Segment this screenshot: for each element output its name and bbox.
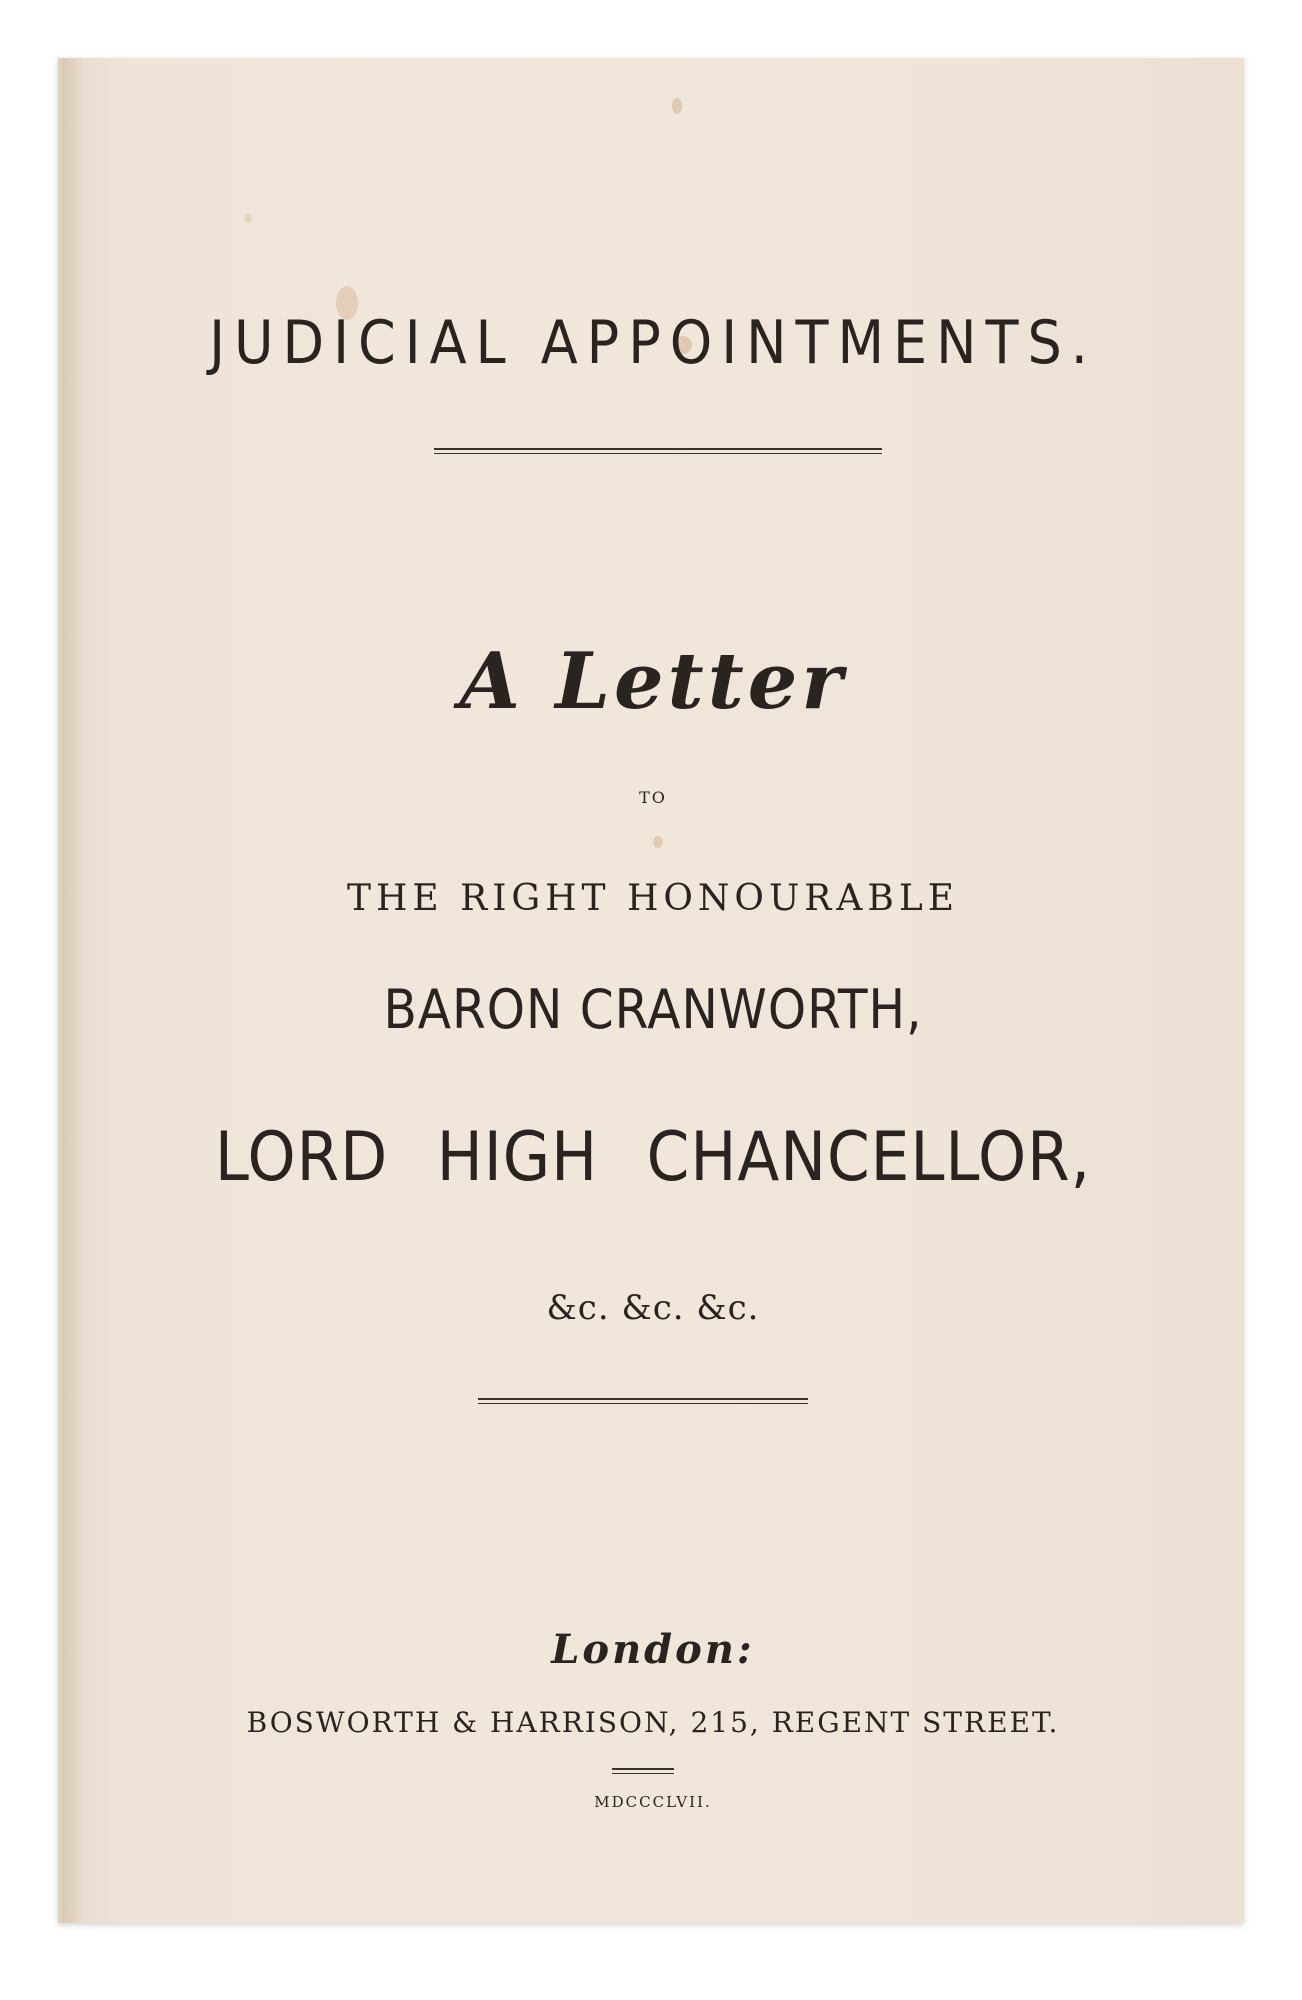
double-rule-middle [478,1398,808,1400]
foxing-stain [653,836,663,848]
document-title: JUDICIAL APPOINTMENTS. [209,308,1097,378]
letter-heading: A Letter [459,636,847,727]
to-text: TO [639,788,667,807]
etc-text: &c. &c. &c. [546,1288,760,1328]
foxing-stain [672,98,682,114]
double-rule-top [434,448,882,450]
addressee-name: BARON CRANWORTH, [383,978,923,1041]
foxing-stain [244,213,252,223]
short-rule [612,1768,674,1770]
title-page [58,58,1244,1923]
imprint-place: London: [551,1626,755,1673]
imprint-publisher: BOSWORTH & HARRISON, 215, REGENT STREET. [246,1706,1060,1739]
addressee-honourable: THE RIGHT HONOURABLE [346,878,960,919]
addressee-office: LORD HIGH CHANCELLOR, [214,1118,1092,1197]
imprint-year: MDCCCLVII. [594,1793,712,1811]
